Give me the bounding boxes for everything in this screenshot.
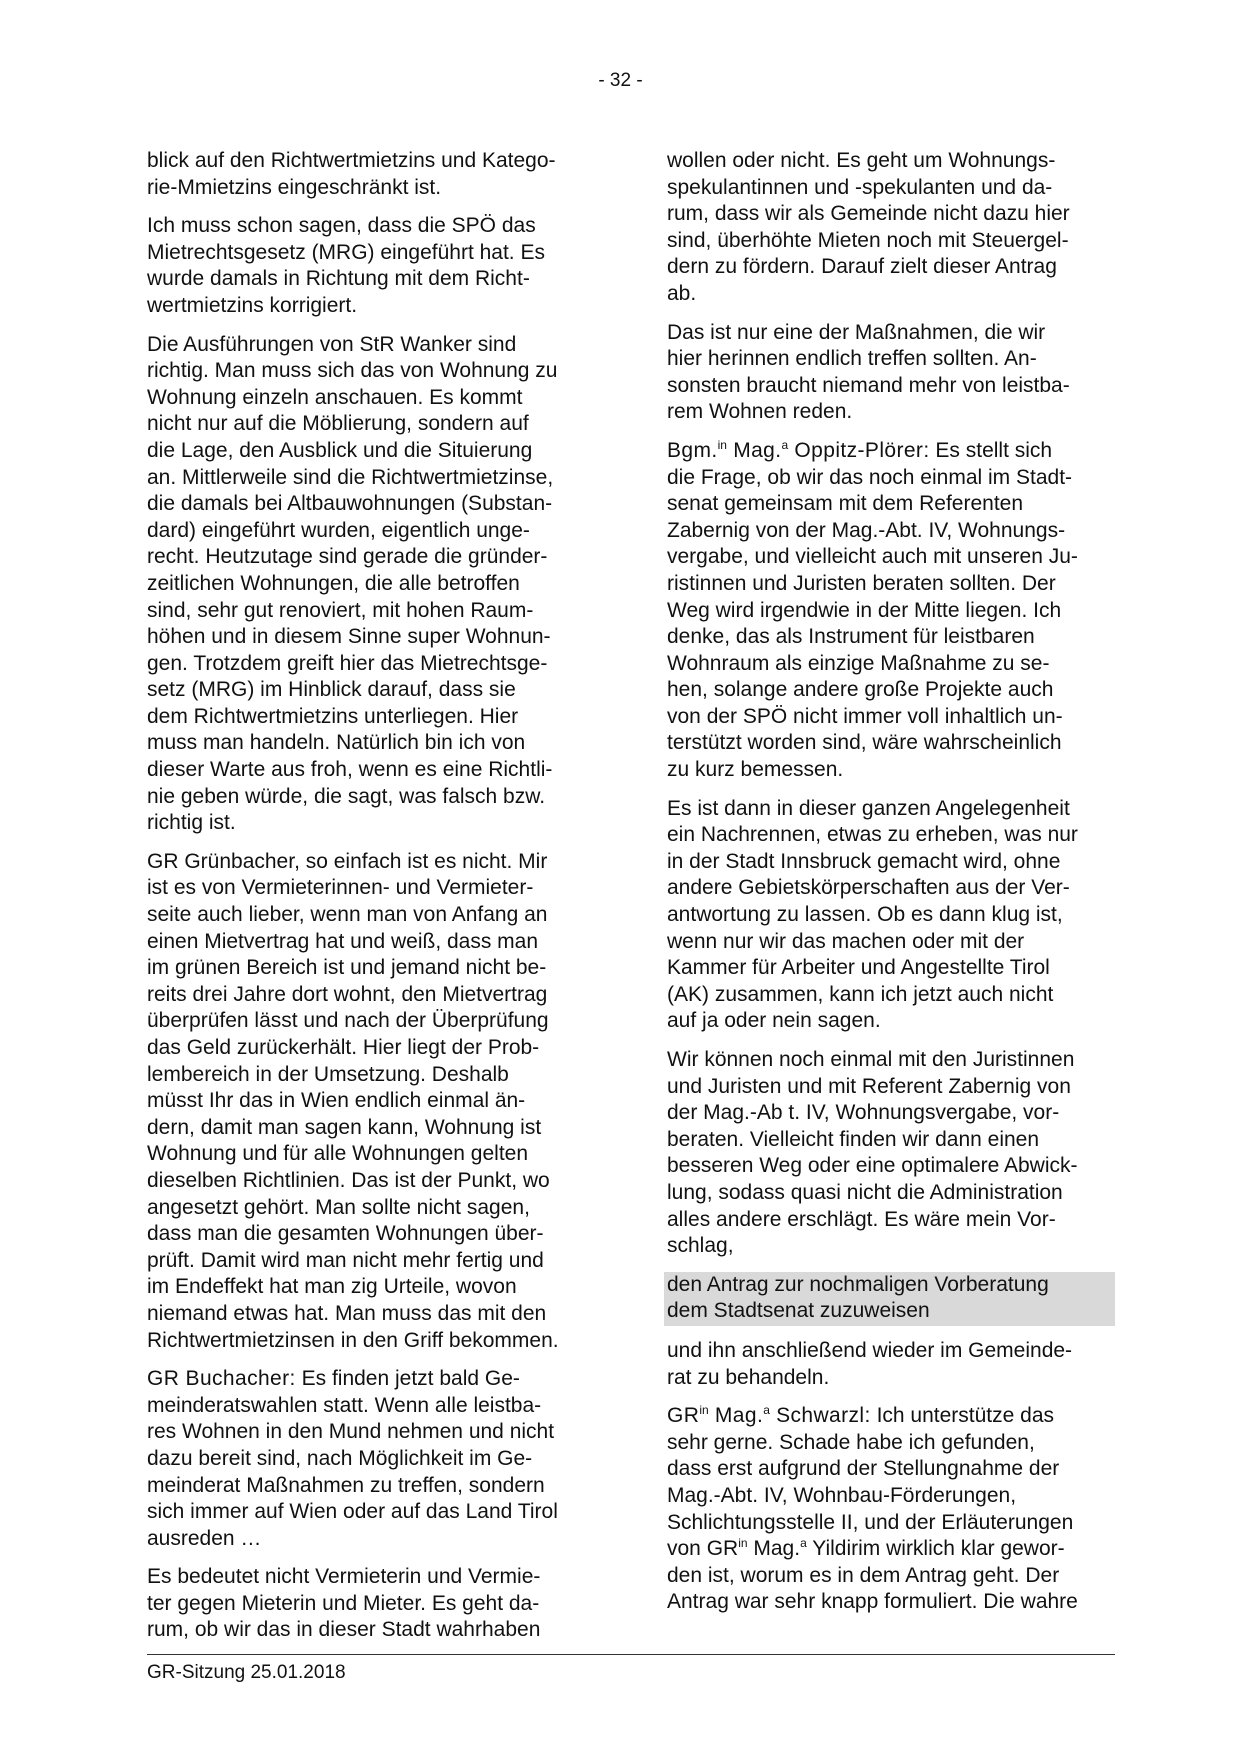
paragraph: und ihn anschließend wieder im Gemeinde- rat zu behandeln.: [667, 1338, 1073, 1389]
speaker-title: GR: [667, 1404, 700, 1428]
paragraph: Wir können noch einmal mit den Juristinnen und Juristen und mit Referent Zabernig von der Mag.-Ab t. IV, Wohnungsvergabe, vor- beraten. Vielleicht finden wir dann einen besseren Weg oder eine optimalere Abwick- lung, sodass quasi nicht die Administration alles andere erschlägt. Es wäre mein Vor- schlag,: [667, 1048, 1078, 1258]
superscript: a: [800, 1536, 807, 1551]
speaker-title: Mag.: [726, 438, 782, 462]
paragraph: GR Grünbacher, so einfach ist es nicht. Mir ist es von Vermieterinnen- und Vermieter- seite auch lieber, wenn man von Anfang an einen Mietvertrag hat und weiß, dass man im grünen Bereich ist und jemand nicht be- reits drei Jahre dort wohnt, den Mietvertrag überprüfen lässt und nach der Überprüfung das Geld zurückerhält. Hier liegt der Prob- lembereich in der Umsetzung. Deshalb müsst Ihr das in Wien endlich einmal än- dern, damit man sagen kann, Wohnung ist Wohnung und für alle Wohnungen gelten dieselben Richtlinien. Das ist der Punkt, wo angesetzt gehört. Man sollte nicht sagen, dass man die gesamten Wohnungen über- prüft. Damit wird man nicht mehr fertig und im Endeffekt hat man zig Urteile, wovon niemand etwas hat. Man muss das mit den Richtwertmietzinsen in den Griff bekommen.: [147, 849, 559, 1352]
speaker-name: Schwarzl:: [769, 1404, 871, 1428]
left-column: [147, 148, 597, 1656]
paragraph: blick auf den Richtwertmietzins und Katego- rie-Mmietzins eingeschränkt ist.: [147, 149, 556, 199]
superscript: a: [781, 437, 789, 452]
speech-text: Ich unterstütze das sehr gerne. Schade habe ich gefunden, dass erst aufgrund der Stellungnahme der Mag.-Abt. IV, Wohnbau-Förderungen, Schlichtungsstelle II, und der Erläuterungen von GR: [667, 1404, 1074, 1561]
motion-highlight: den Antrag zur nochmaligen Vorberatung dem Stadtsenat zuzuweisen: [664, 1272, 1115, 1326]
paragraph: Ich muss schon sagen, dass die SPÖ das Mietrechtsgesetz (MRG) eingeführt hat. Es wurde damals in Richtung mit dem Richt- wertmietzins korrigiert.: [147, 214, 545, 317]
speech-text: Es stellt sich die Frage, ob wir das noch einmal im Stadt- senat gemeinsam mit dem Referenten Zabernig von der Mag.-Abt. IV, Wohnungs- vergabe, und vielleicht auch mit unseren Ju- ristinnen und Juristen beraten sollten. Der Weg wird irgendwie in der Mitte liegen. Ich denke, das als Instrument für leistbaren Wohnraum als einzige Maßnahme zu se- hen, solange andere große Projekte auch von der SPÖ nicht immer voll inhaltlich un- terstützt worden sind, wäre wahrscheinlich zu kurz bemessen.: [667, 438, 1078, 782]
speaker-name: GR Buchacher:: [147, 1367, 296, 1391]
paragraph: Es bedeutet nicht Vermieterin und Vermie- ter gegen Mieterin und Mieter. Es geht da- rum, ob wir das in dieser Stadt wahrhaben: [147, 1565, 541, 1642]
footer-session-date: GR-Sitzung 25.01.2018: [147, 1662, 346, 1683]
speech-text: Es finden jetzt bald Ge- meinderatswahlen statt. Wenn alle leistba- res Wohnen in den Mund nehmen und nicht dazu bereit sind, nach Möglichkeit im Ge- meinderat Maßnahmen zu treffen, sondern sich immer auf Wien oder auf das Land Tirol ausreden …: [147, 1367, 558, 1550]
speech-text: Yildirim wirklich klar gewor- den ist, worum es in dem Antrag geht. Der Antrag war sehr knapp formuliert. Die wahre: [667, 1537, 1078, 1614]
superscript: a: [763, 1403, 770, 1418]
page-number: - 32 -: [598, 70, 643, 91]
speaker-name: Oppitz-Plörer:: [788, 438, 930, 462]
paragraph: Das ist nur eine der Maßnahmen, die wir hier herinnen endlich treffen sollten. An- sonsten braucht niemand mehr von leistba- rem Wohnen reden.: [667, 320, 1070, 424]
paragraph: Die Ausführungen von StR Wanker sind richtig. Man muss sich das von Wohnung zu Wohnung einzeln anschauen. Es kommt nicht nur auf die Möblierung, sondern auf die Lage, den Ausblick und die Situierung an. Mittlerweile sind die Richtwertmietzinse, die damals bei Altbauwohnungen (Substan- dard) eingeführt wurden, eigentlich unge- recht. Heutzutage sind gerade die gründer- zeitlichen Wohnungen, die alle betroffen sind, sehr gut renoviert, mit hohen Raum- höhen und in diesem Sinne super Wohnun- gen. Trotzdem greift hier das Mietrechtsge- setz (MRG) im Hinblick darauf, dass sie dem Richtwertmietzins unterliegen. Hier muss man handeln. Natürlich bin ich von dieser Warte aus froh, wenn es eine Richtli- nie geben würde, die sagt, was falsch bzw. richtig ist.: [147, 332, 558, 835]
superscript: in: [738, 1536, 748, 1551]
footer-divider: [147, 1654, 1115, 1655]
speech-text: Mag.: [747, 1537, 801, 1561]
right-column: [667, 148, 1115, 1628]
speaker-title: Bgm.: [667, 438, 718, 462]
speech-oppitz-ploerer: [667, 438, 1115, 784]
speaker-title: Mag.: [708, 1404, 764, 1428]
paragraph: wollen oder nicht. Es geht um Wohnungs- spekulantinnen und -spekulanten und da- rum, dass wir als Gemeinde nicht dazu hier sind, überhöhte Mieten noch mit Steuergel- dern zu fördern. Darauf zielt dieser Antrag ab.: [667, 149, 1070, 305]
paragraph: Es ist dann in dieser ganzen Angelegenheit ein Nachrennen, etwas zu erheben, was nur in der Stadt Innsbruck gemacht wird, ohne andere Gebietskörperschaften aus der Ver- antwortung zu lassen. Ob es dann klug ist, wenn nur wir das machen oder mit der Kammer für Arbeiter und Angestellte Tirol (AK) zusammen, kann ich jetzt auch nicht auf ja oder nein sagen.: [667, 796, 1078, 1033]
speech-schwarzl: [667, 1403, 1115, 1616]
speech-buchacher: [147, 1366, 597, 1552]
superscript: in: [699, 1403, 709, 1418]
superscript: in: [717, 437, 727, 452]
